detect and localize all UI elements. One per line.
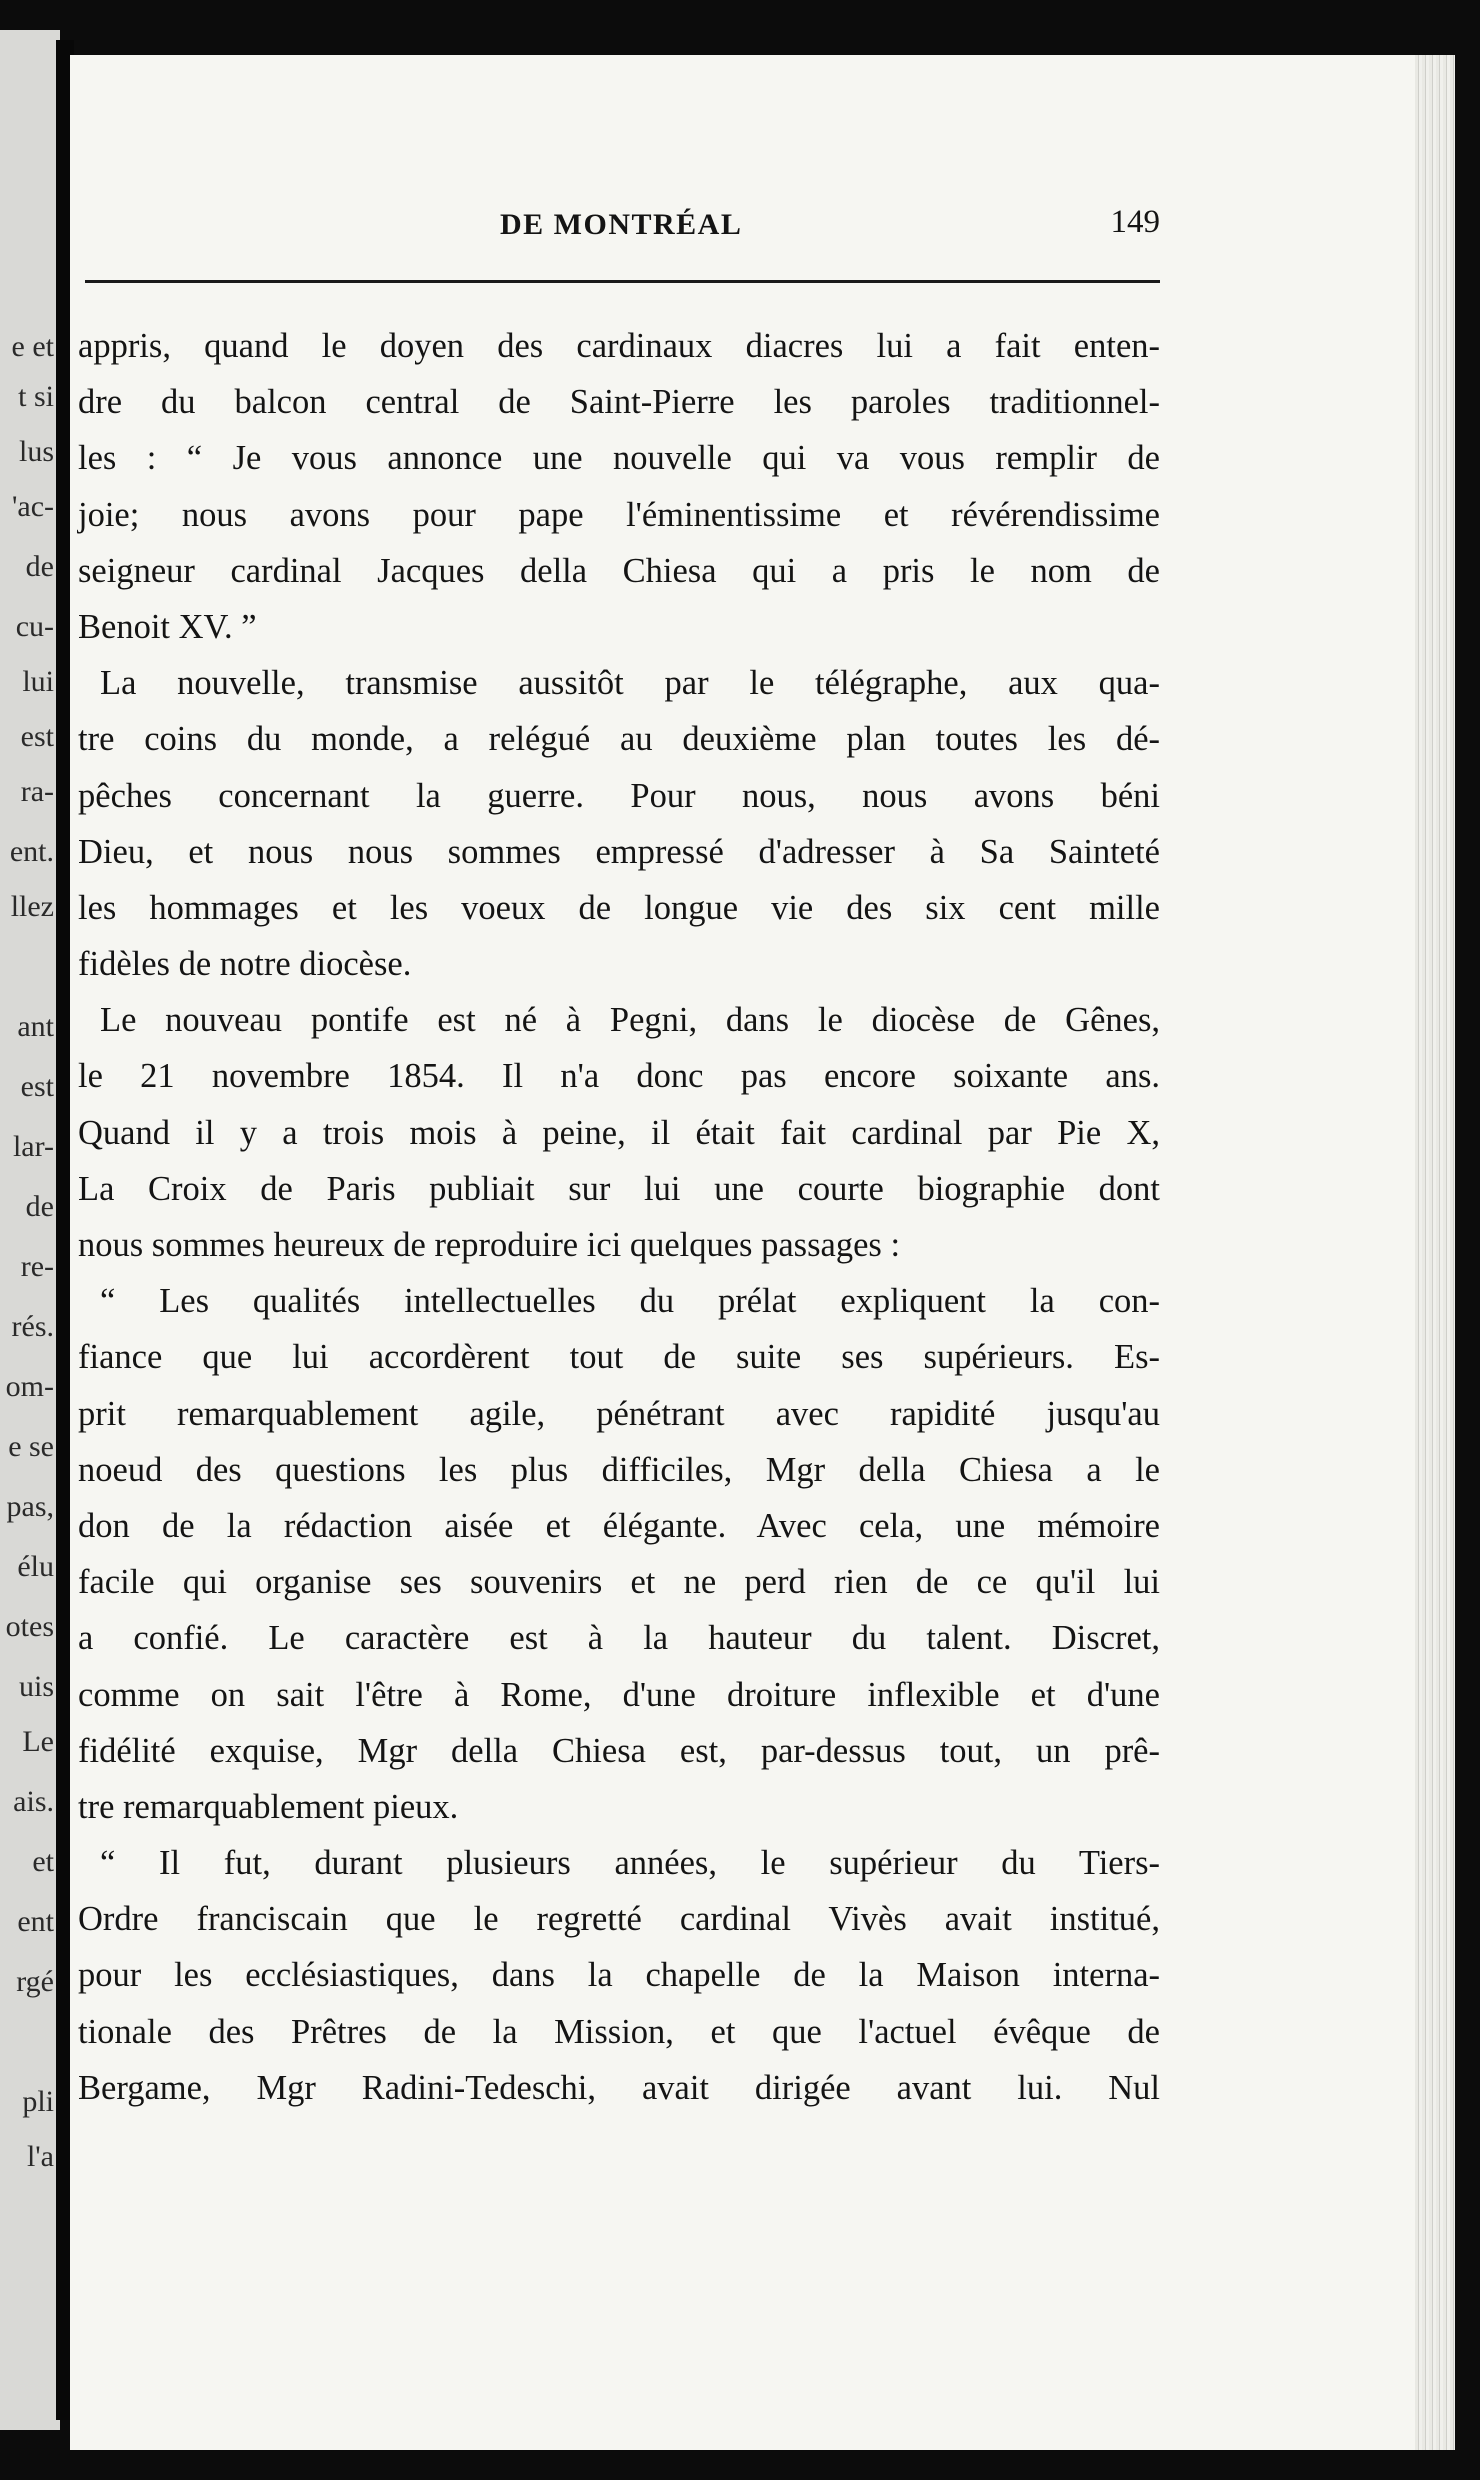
- text-line: La Croix de Paris publiait sur lui une courte biographie dont: [78, 1169, 1160, 1208]
- text-line: pour les ecclésiastiques, dans la chapelle de la Maison interna-: [78, 1956, 1160, 1995]
- facing-page-fragment: de: [25, 1190, 54, 1223]
- text-line: facile qui organise ses souvenirs et ne perd rien de ce qu'il lui: [78, 1563, 1160, 1602]
- facing-page-fragment: ant: [17, 1010, 54, 1043]
- facing-page-fragment: uis: [18, 1670, 54, 1703]
- facing-page-fragment: ent: [17, 1905, 54, 1938]
- text-line: appris, quand le doyen des cardinaux diacres lui a fait enten-: [78, 327, 1160, 365]
- text-line: “ Il fut, durant plusieurs années, le supérieur du Tiers-: [100, 1844, 1160, 1883]
- text-line: pêches concernant la guerre. Pour nous, nous avons béni: [78, 776, 1160, 815]
- facing-page-fragment: pas,: [6, 1490, 54, 1523]
- facing-page-fragment: cu-: [15, 610, 54, 643]
- text-line: fidélité exquise, Mgr della Chiesa est, par-dessus tout, un prê-: [78, 1731, 1160, 1770]
- text-line: seigneur cardinal Jacques della Chiesa qui a pris le nom de: [78, 551, 1160, 590]
- text-line: Le nouveau pontife est né à Pegni, dans le diocèse de Gênes,: [100, 1001, 1160, 1040]
- text-line: tre remarquablement pieux.: [78, 1787, 459, 1826]
- facing-page-fragment: t si: [18, 380, 54, 413]
- text-line: fiance que lui accordèrent tout de suite ses supérieurs. Es-: [78, 1338, 1160, 1377]
- text-line: Quand il y a trois mois à peine, il était fait cardinal par Pie X,: [78, 1113, 1160, 1152]
- text-line: comme on sait l'être à Rome, d'une droiture inflexible et d'une: [78, 1675, 1160, 1714]
- text-line: les : “ Je vous annonce une nouvelle qui va vous remplir de: [78, 439, 1160, 478]
- text-line: La nouvelle, transmise aussitôt par le télégraphe, aux qua-: [100, 664, 1160, 703]
- text-line: tre coins du monde, a relégué au deuxième plan toutes les dé-: [78, 720, 1160, 759]
- facing-page-fragment: llez: [10, 890, 54, 923]
- text-line: don de la rédaction aisée et élégante. Avec cela, une mémoire: [78, 1506, 1160, 1545]
- facing-page-fragment: lus: [18, 435, 54, 468]
- page-edge: [1415, 55, 1455, 2450]
- facing-page-fragment: ra-: [20, 775, 54, 808]
- facing-page-fragment: pli: [22, 2085, 54, 2118]
- text-line: les hommages et les voeux de longue vie des six cent mille: [78, 888, 1160, 927]
- facing-page-fragment: de: [25, 550, 54, 583]
- text-line: a confié. Le caractère est à la hauteur du talent. Discret,: [78, 1619, 1160, 1658]
- facing-page-fragment: est: [20, 720, 54, 753]
- facing-page-fragment: lar-: [12, 1130, 54, 1163]
- facing-page-fragment: rgé: [16, 1965, 54, 1998]
- facing-page-fragment: 'ac-: [11, 490, 54, 523]
- facing-page-fragment: e se: [8, 1430, 54, 1463]
- page-number: 149: [1110, 204, 1160, 240]
- body-text: [78, 318, 1160, 2116]
- facing-page-fragment: rés.: [11, 1310, 54, 1343]
- header-rule: [85, 280, 1160, 283]
- running-head: DE MONTRÉAL: [500, 208, 743, 241]
- page-header: [500, 204, 1160, 248]
- text-line: le 21 novembre 1854. Il n'a donc pas encore soixante ans.: [78, 1057, 1160, 1096]
- facing-page-fragment: l'a: [26, 2140, 54, 2173]
- text-line: noeud des questions les plus difficiles, Mgr della Chiesa a le: [78, 1450, 1160, 1489]
- text-line: Dieu, et nous nous sommes empressé d'adresser à Sa Sainteté: [78, 832, 1160, 871]
- text-line: dre du balcon central de Saint-Pierre les paroles traditionnel-: [78, 383, 1160, 422]
- text-line: “ Les qualités intellectuelles du prélat expliquent la con-: [100, 1282, 1160, 1321]
- facing-page-margin: [0, 30, 60, 2430]
- facing-page-fragment: est: [20, 1070, 54, 1103]
- text-line: prit remarquablement agile, pénétrant avec rapidité jusqu'au: [78, 1394, 1160, 1433]
- text-line: Ordre franciscain que le regretté cardinal Vivès avait institué,: [78, 1900, 1160, 1939]
- facing-page-fragment: e et: [11, 330, 54, 363]
- facing-page-fragment: Le: [22, 1725, 54, 1758]
- facing-page-fragment: ent.: [9, 835, 54, 868]
- facing-page-fragment: om-: [5, 1370, 54, 1403]
- facing-page-fragment: élu: [17, 1550, 54, 1583]
- facing-page-fragment: otes: [5, 1610, 54, 1643]
- facing-page-fragment: ais.: [13, 1785, 54, 1818]
- facing-page-fragment: et: [32, 1845, 54, 1878]
- text-line: Benoit XV. ”: [78, 607, 257, 646]
- text-line: joie; nous avons pour pape l'éminentissime et révérendissime: [78, 495, 1160, 534]
- text-line: nous sommes heureux de reproduire ici quelques passages :: [78, 1226, 901, 1264]
- facing-page-fragment: lui: [22, 665, 54, 698]
- text-line: fidèles de notre diocèse.: [78, 945, 412, 984]
- text-line: Bergame, Mgr Radini-Tedeschi, avait dirigée avant lui. Nul: [78, 2068, 1160, 2107]
- facing-page-fragment: re-: [20, 1250, 54, 1283]
- text-line: tionale des Prêtres de la Mission, et que l'actuel évêque de: [78, 2012, 1160, 2051]
